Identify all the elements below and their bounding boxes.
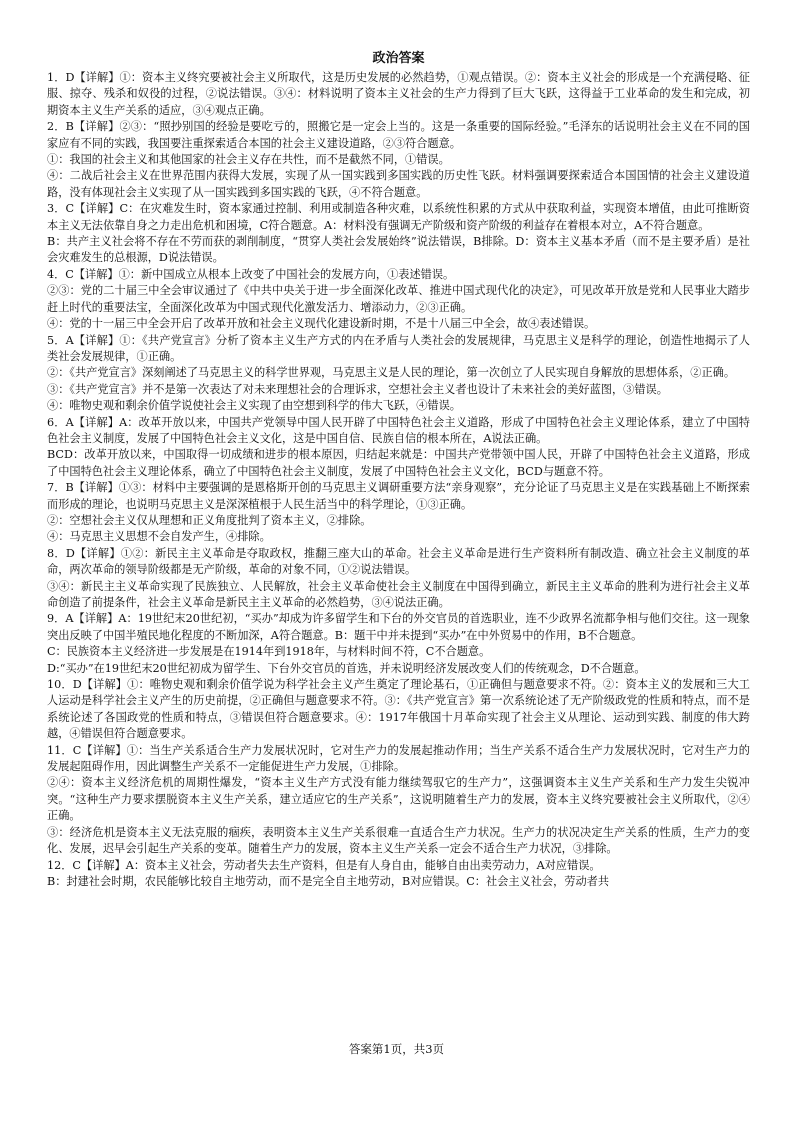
page-footer: 答案第1页，共3页 <box>348 1042 445 1056</box>
answer-paragraph: 11．C【详解】①：当生产关系适合生产力发展状况时，它对生产力的发展起推动作用；当生产关系不适合生产力发展状况时，它对生产力的发展起阻碍作用，因此调整生产关系不一定能促进生产力发展，①排除。 <box>47 743 750 774</box>
answer-paragraph: 7．B【详解】①③：材料中主要强调的是恩格斯开创的马克思主义调研重要方法“亲身观察”，充分论证了马克思主义是在实践基础上不断探索而形成的理论，也说明马克思主义是深深植根于人民生活当中的科学理论，①③正确。 <box>47 481 750 511</box>
answer-paragraph: 1．D【详解】①：资本主义终究要被社会主义所取代，这是历史发展的必然趋势，①观点错误。②：资本主义社会的形成是一个充满侵略、征服、掠夺、残杀和奴役的过程，②说法错误。③④：材料说明了资本主义社会的生产力得到了巨大飞跃，这得益于工业革命的发生和完成，初期资本主义生产关系的适应，③④观点正确。 <box>47 71 750 117</box>
answer-paragraph: 12．C【详解】A：资本主义社会，劳动者失去生产资料，但是有人身自由，能够自由出卖劳动力，A对应错误。 <box>47 858 601 872</box>
answer-paragraph: B：封建社会时期，农民能够比较自主地劳动，而不是完全自主地劳动，B对应错误。C：社会主义社会，劳动者共 <box>47 874 610 888</box>
answer-paragraph: ④：马克思主义思想不会自发产生，④排除。 <box>47 530 271 544</box>
answer-paragraph: ④：二战后社会主义在世界范围内获得大发展，实现了从一国实践到多国实践的历史性飞跃。材料强调要探索适合本国国情的社会主义建设道路，没有体现社会主义实现了从一国实践到多国实践的飞跃，④不符合题意。 <box>47 169 750 199</box>
answer-paragraph: ②：《共产党宣言》深刻阐述了马克思主义的科学世界观，马克思主义是人民的理论，第一次创立了人民实现自身解放的思想体系，②正确。 <box>47 366 736 380</box>
answer-paragraph: ④：唯物史观和剩余价值学说使社会主义实现了由空想到科学的伟大飞跃，④错误。 <box>47 399 461 413</box>
answer-paragraph: ②④：资本主义经济危机的周期性爆发，“资本主义生产方式没有能力继续驾驭它的生产力”，这强调资本主义生产关系和生产力发生尖锐冲突。“这种生产力要求摆脱资本主义生产关系，建立适应它的生产关系”，这说明随着生产力的发展，资本主义终究要被社会主义所取代，②④正确。 <box>47 776 750 823</box>
answer-paragraph: ③：经济危机是资本主义无法克服的痼疾，表明资本主义生产关系很难一直适合生产力状况。生产力的状况决定生产关系的性质，生产力的变化、发展，迟早会引起生产关系的变革。随着生产力的发展，资本主义生产关系一定会不适合生产力状况，③排除。 <box>47 825 750 856</box>
page-title: 政治答案 <box>372 51 425 66</box>
answer-paragraph: ③：《共产党宣言》并不是第一次表达了对未来理想社会的合理诉求，空想社会主义者也设计了未来社会的美好蓝图，③错误。 <box>47 382 668 396</box>
answer-paragraph: 9．A【详解】A：19世纪末20世纪初，“买办”却成为许多留学生和下台的外交官员的首选职业，连不少政界名流都争相与他们交往。这一现象突出反映了中国半殖民地化程度的不断加深，A符合题意。B：题干中并未提到“买办”在中外贸易中的作用，B不合题意。 <box>47 612 750 642</box>
answer-content <box>47 70 750 890</box>
answer-paragraph: ①：我国的社会主义和其他国家的社会主义存在共性，而不是截然不同，①错误。 <box>47 153 450 167</box>
answer-paragraph: 3．C【详解】C：在灾难发生时，资本家通过控制、利用或制造各种灾难，以系统性积累的方式从中获取利益，实现资本增值，由此可推断资本主义无法依靠自身之力走出危机和困境，C符合题意。A：材料没有强调无产阶级和资产阶级的利益存在着根本对立，A不符合题意。 <box>47 202 750 232</box>
answer-paragraph: 5．A【详解】①：《共产党宣言》分析了资本主义生产方式的内在矛盾与人类社会的发展规律，马克思主义是科学的理论，创造性地揭示了人类社会发展规律，①正确。 <box>47 333 750 363</box>
answer-page <box>47 50 750 890</box>
answer-paragraph: ④：党的十一届三中全会开启了改革开放和社会主义现代化建设新时期，不是十八届三中全会，故④表述错误。 <box>47 317 596 331</box>
answer-paragraph: 10．D【详解】①：唯物史观和剩余价值学说为科学社会主义产生奠定了理论基石，①正确但与题意要求不符。②：资本主义的发展和三大工人运动是科学社会主义产生的历史前提，②正确但与题意要求不符。③：《共产党宣言》第一次系统论述了无产阶级政党的性质和特点，而不是系统论述了各国政党的性质和特点，③错误但符合题意要求。④：1917年俄国十月革命实现了社会主义从理论、运动到实践、制度的伟大跨越，④错误但符合题意要求。 <box>47 678 750 741</box>
answer-paragraph: B：共产主义社会将不存在不劳而获的剥削制度，“贯穿人类社会发展始终”说法错误，B排除。D：资本主义基本矛盾（而不是主要矛盾）是社会灾难发生的总根源，D说法错误。 <box>47 235 750 265</box>
answer-paragraph: BCD：改革开放以来，中国取得一切成绩和进步的根本原因，归结起来就是：中国共产党带领中国人民，开辟了中国特色社会主义道路，形成了中国特色社会主义理论体系，确立了中国特色社会主义制度，发展了中国特色社会主义文化，BCD与题意不符。 <box>47 448 750 478</box>
answer-paragraph: 4．C【详解】①：新中国成立从根本上改变了中国社会的发展方向，①表述错误。 <box>47 267 455 281</box>
answer-paragraph: C：民族资本主义经济进一步发展是在1914年到1918年，与材料时间不符，C不合题意。 <box>47 645 491 659</box>
answer-paragraph: ②：空想社会主义仅从理想和正义角度批判了资本主义，②排除。 <box>47 513 372 527</box>
answer-paragraph: 2．B【详解】②③：“照抄别国的经验是要吃亏的，照搬它是一定会上当的。这是一条重要的国际经验。”毛泽东的话说明社会主义在不同的国家应有不同的实践，我国要注重探索适合本国的社会主义建设道路，②③符合题意。 <box>47 120 750 150</box>
answer-paragraph: 8．D【详解】①②：新民主主义革命是夺取政权，推翻三座大山的革命。社会主义革命是进行生产资料所有制改造、确立社会主义制度的革命，两次革命的领导阶级都是无产阶级，革命的对象不同，①②说法错误。 <box>47 546 750 577</box>
answer-paragraph: ③④：新民主主义革命实现了民族独立、人民解放，社会主义革命使社会主义制度在中国得到确立，新民主主义革命的胜利为进行社会主义革命创造了前提条件，社会主义革命是新民主主义革命的必然趋势，③④说法正确。 <box>47 579 750 609</box>
answer-paragraph: 6．A【详解】A：改革开放以来，中国共产党领导中国人民开辟了中国特色社会主义道路，形成了中国特色社会主义理论体系，建立了中国特色社会主义制度，发展了中国特色社会主义文化，这是中国自信、民族自信的根本所在，A说法正确。 <box>47 415 750 445</box>
answer-paragraph: D:“买办”在19世纪末20世纪初成为留学生、下台外交官员的首选，并未说明经济发展改变人们的传统观念，D不合题意。 <box>47 661 646 675</box>
answer-paragraph: ②③：党的二十届三中全会审议通过了《中共中央关于进一步全面深化改革、推进中国式现代化的决定》，可见改革开放是党和人民事业大踏步赶上时代的重要法宝，全面深化改革为中国式现代化激发活力、增添动力，②③正确。 <box>47 284 750 314</box>
